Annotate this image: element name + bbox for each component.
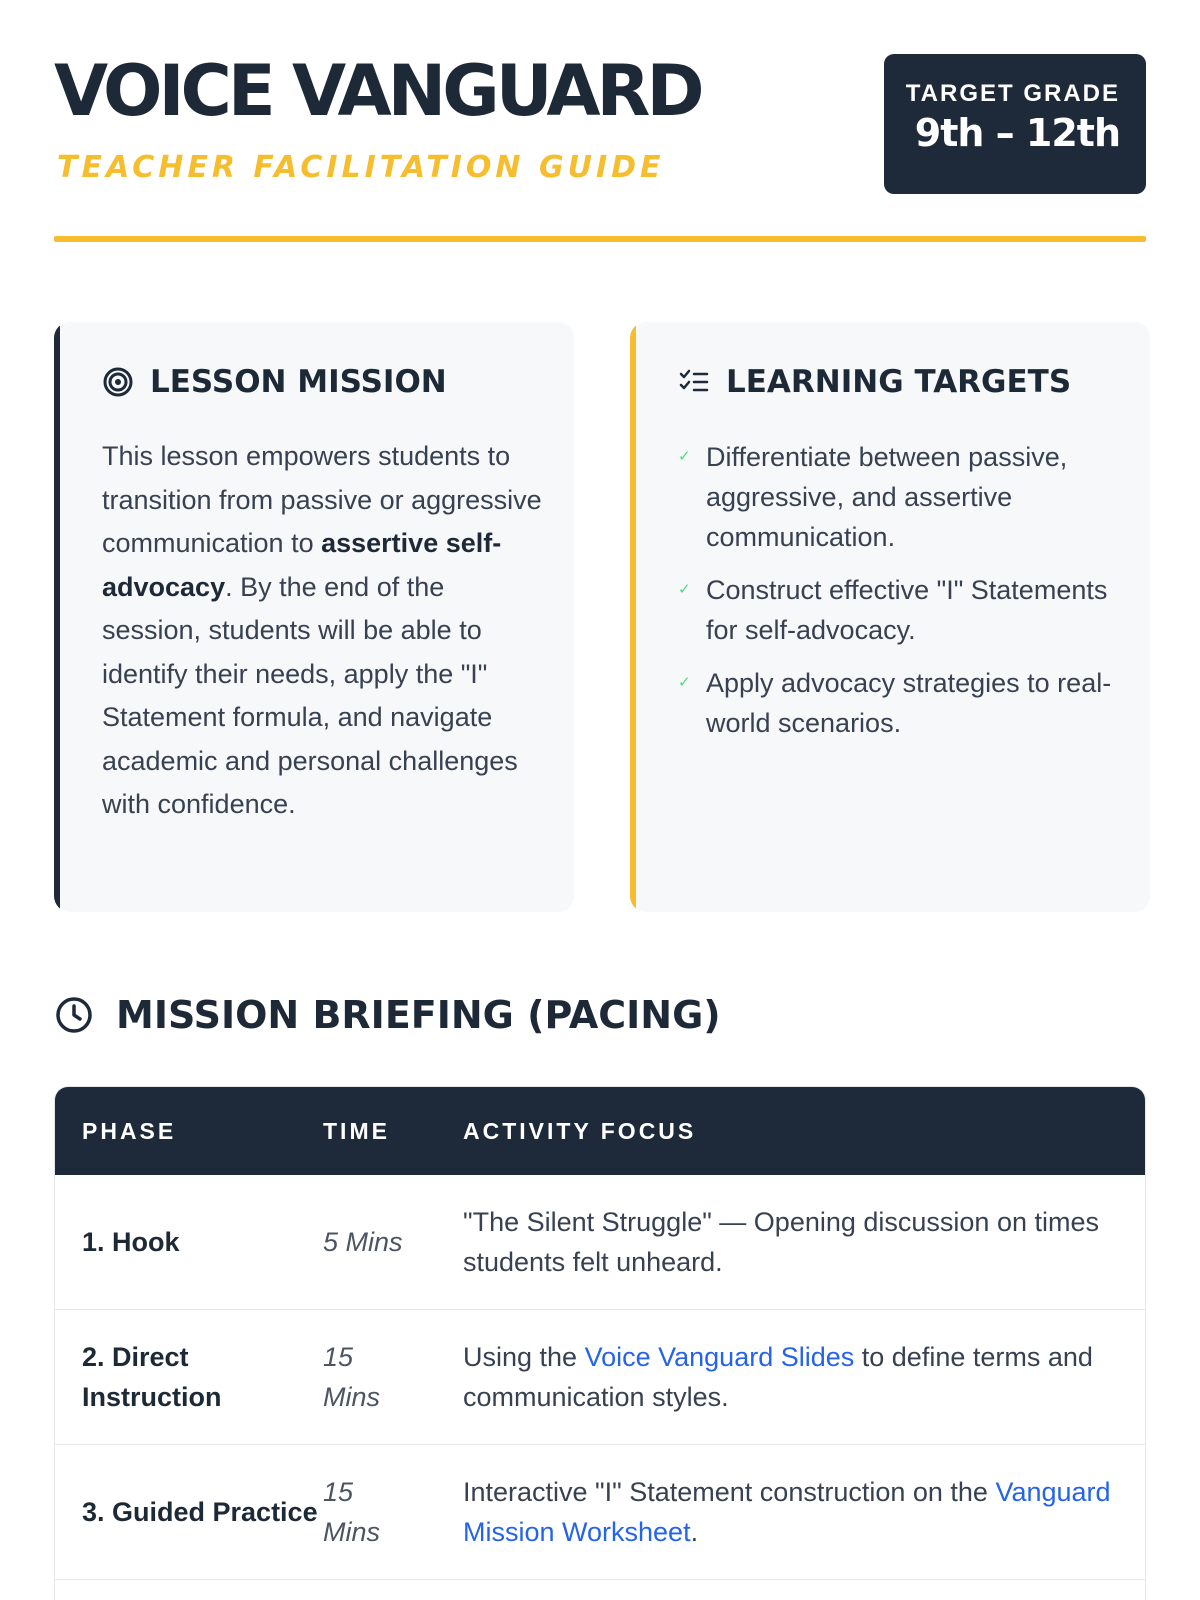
activity-focus-text: "The Silent Struggle" — Opening discussion on times students felt unheard.: [463, 1207, 1099, 1277]
learning-target-text: Differentiate between passive, aggressive, and assertive communication.: [706, 442, 1068, 552]
time-cell: 15 Mins: [323, 1342, 381, 1412]
page-header: [54, 50, 1146, 242]
table-header: [55, 1087, 1145, 1175]
phase-cell: 1. Hook: [82, 1227, 180, 1257]
page-title: VOICE VANGUARD: [54, 50, 701, 132]
column-header-phase: PHASE: [82, 1117, 177, 1144]
activity-focus-text: Interactive "I" Statement construction on the: [463, 1477, 996, 1507]
pacing-heading: [54, 993, 721, 1037]
column-header-time: TIME: [323, 1117, 390, 1144]
table-row: [55, 1310, 1145, 1445]
mission-text-start: This lesson empowers students to transition from passive or aggressive communication to: [102, 441, 542, 558]
check-icon: ✓: [678, 674, 691, 691]
target-grade-label: TARGET GRADE: [905, 80, 1120, 107]
lesson-mission-title: LESSON MISSION: [150, 364, 447, 400]
pacing-title: MISSION BRIEFING (PACING): [116, 993, 721, 1037]
activity-focus-cell: [463, 1472, 1145, 1552]
phase-cell: 2. Direct Instruction: [82, 1342, 222, 1412]
mission-text-end: . By the end of the session, students will be able to identify their needs, apply the "I" Statement formula, and navigate academic and personal challenges with confidence.: [102, 571, 518, 819]
activity-focus-cell: [463, 1337, 1145, 1417]
target-grade-value: 9th – 12th: [914, 110, 1120, 155]
table-row: [55, 1445, 1145, 1580]
pacing-table: [54, 1086, 1146, 1600]
list-item: [678, 570, 1118, 650]
header-divider: [54, 236, 1146, 242]
target-grade-badge: [884, 54, 1146, 194]
learning-targets-title: LEARNING TARGETS: [726, 364, 1072, 400]
learning-target-text: Construct effective "I" Statements for self-advocacy.: [706, 575, 1108, 645]
check-icon: ✓: [678, 448, 691, 465]
checklist-icon: [678, 366, 710, 398]
table-row: [55, 1580, 1145, 1600]
time-cell: 15 Mins: [323, 1477, 381, 1547]
learning-targets-card: [630, 322, 1150, 912]
activity-focus-cell: [463, 1202, 1145, 1282]
check-icon: ✓: [678, 581, 691, 598]
list-item: [678, 437, 1118, 557]
learning-targets-list: [678, 437, 1118, 756]
target-icon: [102, 366, 134, 398]
slides-link[interactable]: Voice Vanguard Slides: [584, 1342, 855, 1372]
lesson-mission-text: [102, 435, 542, 827]
activity-focus-text: Using the: [463, 1342, 585, 1372]
time-cell: 5 Mins: [323, 1227, 403, 1257]
activity-focus-text: .: [690, 1517, 699, 1547]
page-subtitle: TEACHER FACILITATION GUIDE: [57, 150, 665, 185]
learning-target-text: Apply advocacy strategies to real-world scenarios.: [706, 668, 1112, 738]
worksheet-link[interactable]: Vanguard Mission Worksheet: [463, 1477, 1111, 1547]
lesson-mission-card: [54, 322, 574, 912]
activity-focus-text: to define terms and communication styles.: [463, 1342, 1093, 1412]
mission-text-emphasis: assertive self-advocacy: [102, 528, 502, 602]
learning-targets-heading: [678, 364, 1071, 400]
table-row: [55, 1175, 1145, 1310]
list-item: [678, 663, 1118, 743]
phase-cell: 3. Guided Practice: [82, 1497, 318, 1527]
column-header-focus: ACTIVITY FOCUS: [463, 1117, 697, 1144]
lesson-mission-heading: [102, 364, 447, 400]
clock-icon: [54, 995, 94, 1035]
